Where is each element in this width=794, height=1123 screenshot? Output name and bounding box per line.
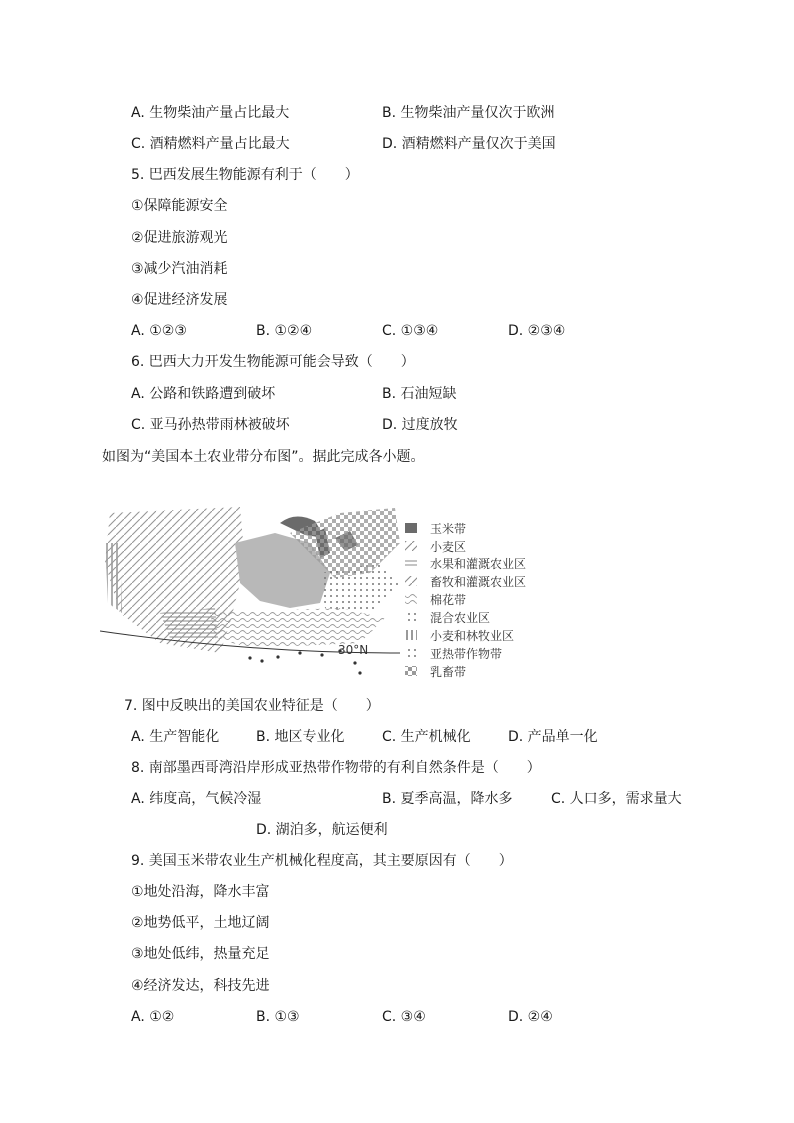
q5-option-d: D. ②③④ bbox=[508, 323, 566, 339]
q7-option-a: A. 生产智能化 bbox=[131, 729, 220, 745]
legend-swatch-fruit bbox=[405, 558, 417, 568]
legend-swatch-livestock bbox=[405, 576, 417, 586]
q6-stem: 6. 巴西大力开发生物能源可能会导致（ ） bbox=[131, 354, 415, 370]
q4-option-c: C. 酒精燃料产量占比最大 bbox=[131, 136, 290, 152]
legend-swatch-subtropical bbox=[405, 648, 417, 658]
q7-option-c: C. 生产机械化 bbox=[382, 729, 471, 745]
q9-item-4: ④经济发达，科技先进 bbox=[131, 978, 270, 994]
q9-option-c: C. ③④ bbox=[382, 1009, 426, 1025]
legend-label-cotton: 棉花带 bbox=[430, 593, 467, 607]
q6-option-c: C. 亚马孙热带雨林被破坏 bbox=[131, 417, 290, 433]
legend-label-wheat: 小麦区 bbox=[430, 540, 467, 554]
q6-option-a: A. 公路和铁路遭到破坏 bbox=[131, 386, 276, 402]
q9-item-1: ①地处沿海，降水丰富 bbox=[131, 884, 270, 900]
q5-item-4: ④促进经济发展 bbox=[131, 292, 228, 308]
q4-option-d: D. 酒精燃料产量仅次于美国 bbox=[382, 136, 556, 152]
latitude-label: 30°N bbox=[338, 643, 369, 657]
q5-item-1: ①保障能源安全 bbox=[131, 198, 228, 214]
q4-option-b: B. 生物柴油产量仅次于欧洲 bbox=[382, 105, 555, 121]
q9-option-a: A. ①② bbox=[131, 1009, 175, 1025]
q7-option-d: D. 产品单一化 bbox=[508, 729, 598, 745]
figure-intro: 如图为“美国本土农业带分布图”。据此完成各小题。 bbox=[102, 449, 425, 465]
legend-swatch-cotton bbox=[405, 594, 417, 604]
q5-option-a: A. ①②③ bbox=[131, 323, 187, 339]
q5-item-2: ②促进旅游观光 bbox=[131, 230, 228, 246]
q8-option-d: D. 湖泊多，航运便利 bbox=[256, 822, 388, 838]
q7-option-b: B. 地区专业化 bbox=[256, 729, 345, 745]
q9-option-b: B. ①③ bbox=[256, 1009, 300, 1025]
q5-option-c: C. ①③④ bbox=[382, 323, 439, 339]
q8-option-b: B. 夏季高温，降水多 bbox=[382, 791, 513, 807]
legend-swatch-wheat bbox=[405, 541, 417, 551]
legend-swatch-mixed bbox=[405, 612, 417, 622]
q6-option-d: D. 过度放牧 bbox=[382, 417, 458, 433]
legend-label-fruit: 水果和灌溉农业区 bbox=[430, 557, 527, 571]
legend-label-livestock: 畜牧和灌溉农业区 bbox=[430, 575, 527, 589]
legend-label-mixed: 混合农业区 bbox=[430, 611, 491, 625]
q9-option-d: D. ②④ bbox=[508, 1009, 553, 1025]
q5-stem: 5. 巴西发展生物能源有利于（ ） bbox=[131, 167, 359, 183]
q9-stem: 9. 美国玉米带农业生产机械化程度高，其主要原因有（ ） bbox=[131, 853, 513, 869]
q4-option-a: A. 生物柴油产量占比最大 bbox=[131, 105, 290, 121]
q7-stem: 7. 图中反映出的美国农业特征是（ ） bbox=[124, 698, 380, 714]
legend-label-wheat-forest: 小麦和林牧业区 bbox=[430, 629, 515, 643]
q5-option-b: B. ①②④ bbox=[256, 323, 313, 339]
q8-option-a: A. 纬度高，气候冷湿 bbox=[131, 791, 262, 807]
q8-stem: 8. 南部墨西哥湾沿岸形成亚热带作物带的有利自然条件是（ ） bbox=[131, 760, 541, 776]
q9-item-2: ②地势低平，土地辽阔 bbox=[131, 915, 270, 931]
q6-option-b: B. 石油短缺 bbox=[382, 386, 457, 402]
q8-option-c: C. 人口多，需求量大 bbox=[551, 791, 682, 807]
q9-item-3: ③地处低纬，热量充足 bbox=[131, 946, 270, 962]
legend-label-corn: 玉米带 bbox=[430, 522, 467, 536]
legend-swatch-dairy bbox=[405, 666, 417, 676]
q5-item-3: ③减少汽油消耗 bbox=[131, 261, 228, 277]
legend-label-dairy: 乳畜带 bbox=[430, 665, 467, 679]
legend-label-subtropical: 亚热带作物带 bbox=[430, 647, 503, 661]
legend-swatch-corn bbox=[405, 523, 417, 533]
legend-swatch-wheat-forest bbox=[405, 630, 417, 640]
us-agriculture-map bbox=[100, 503, 540, 683]
